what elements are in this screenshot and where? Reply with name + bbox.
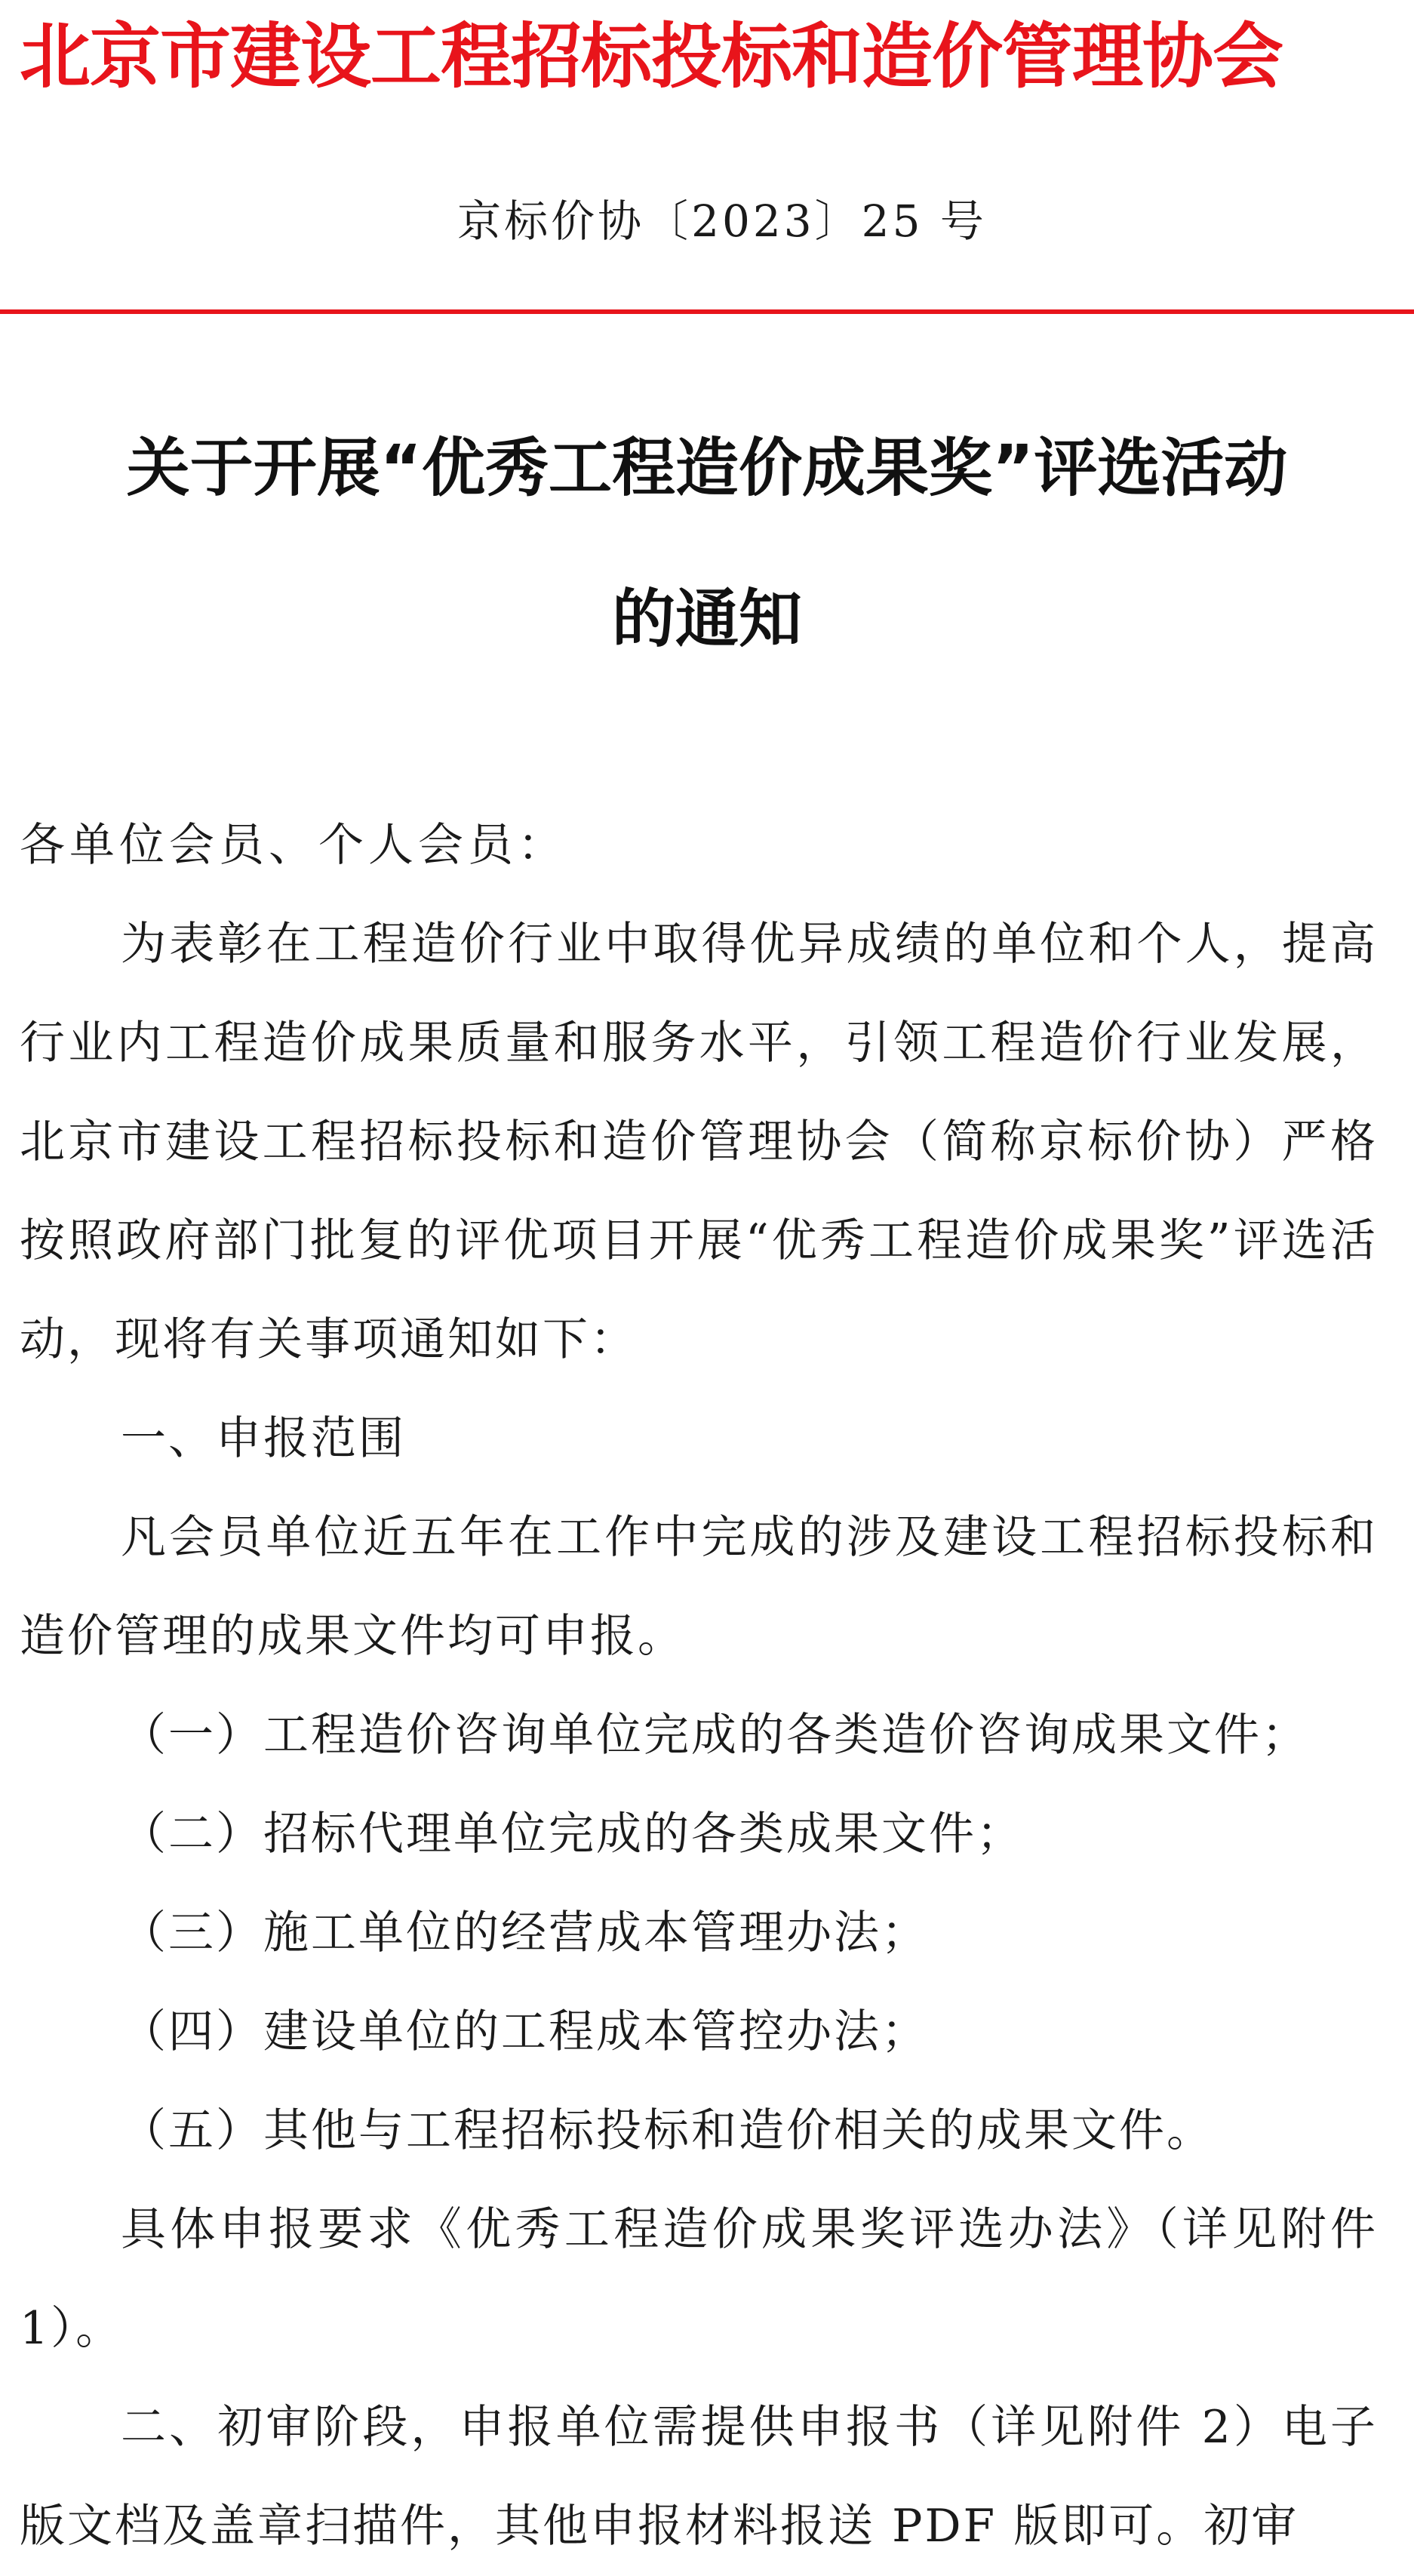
document-number: 京标价协〔2023〕25 号 — [457, 195, 987, 247]
red-divider-line — [0, 309, 1414, 314]
scope-item-1: （一）工程造价咨询单位完成的各类造价咨询成果文件； — [121, 1709, 1309, 1762]
section-1-paragraph: 凡会员单位近五年在工作中完成的涉及建设工程招标投标和造价管理的成果文件均可申报。 — [20, 1511, 1378, 1663]
intro-paragraph: 为表彰在工程造价行业中取得优异成绩的单位和个人，提高行业内工程造价成果质量和服务水平，引领工程造价行业发展，北京市建设工程招标投标和造价管理协会（简称京标价协）严格按照政府部门批复的评优项目开展“优秀工程造价成果奖”评选活动，现将有关事项通知如下： — [20, 918, 1378, 1366]
scope-item-2: （二）招标代理单位完成的各类成果文件； — [121, 1808, 1024, 1860]
notice-body — [20, 796, 1378, 2576]
notice-title-line-1: 关于开展“优秀工程造价成果奖”评选活动 — [126, 431, 1288, 505]
salutation: 各单位会员、个人会员： — [20, 819, 567, 872]
requirements-paragraph: 具体申报要求《优秀工程造价成果奖评选办法》（详见附件 1）。 — [20, 2203, 1378, 2355]
scope-item-5: （五）其他与工程招标投标和造价相关的成果文件。 — [121, 2104, 1214, 2157]
section-1-heading: 一、申报范围 — [121, 1412, 406, 1465]
scope-item-4: （四）建设单位的工程成本管控办法； — [121, 2005, 929, 2058]
section-2-paragraph: 二、初审阶段，申报单位需提供申报书（详见附件 2）电子版文档及盖章扫描件，其他申报材料报送 PDF 版即可。初审 — [20, 2401, 1378, 2553]
scope-item-3: （三）施工单位的经营成本管理办法； — [121, 1907, 929, 1959]
notice-title — [0, 392, 1414, 694]
issuer-header: 北京市建设工程招标投标和造价管理协会 — [20, 18, 1283, 97]
notice-title-line-2: 的通知 — [611, 582, 802, 656]
